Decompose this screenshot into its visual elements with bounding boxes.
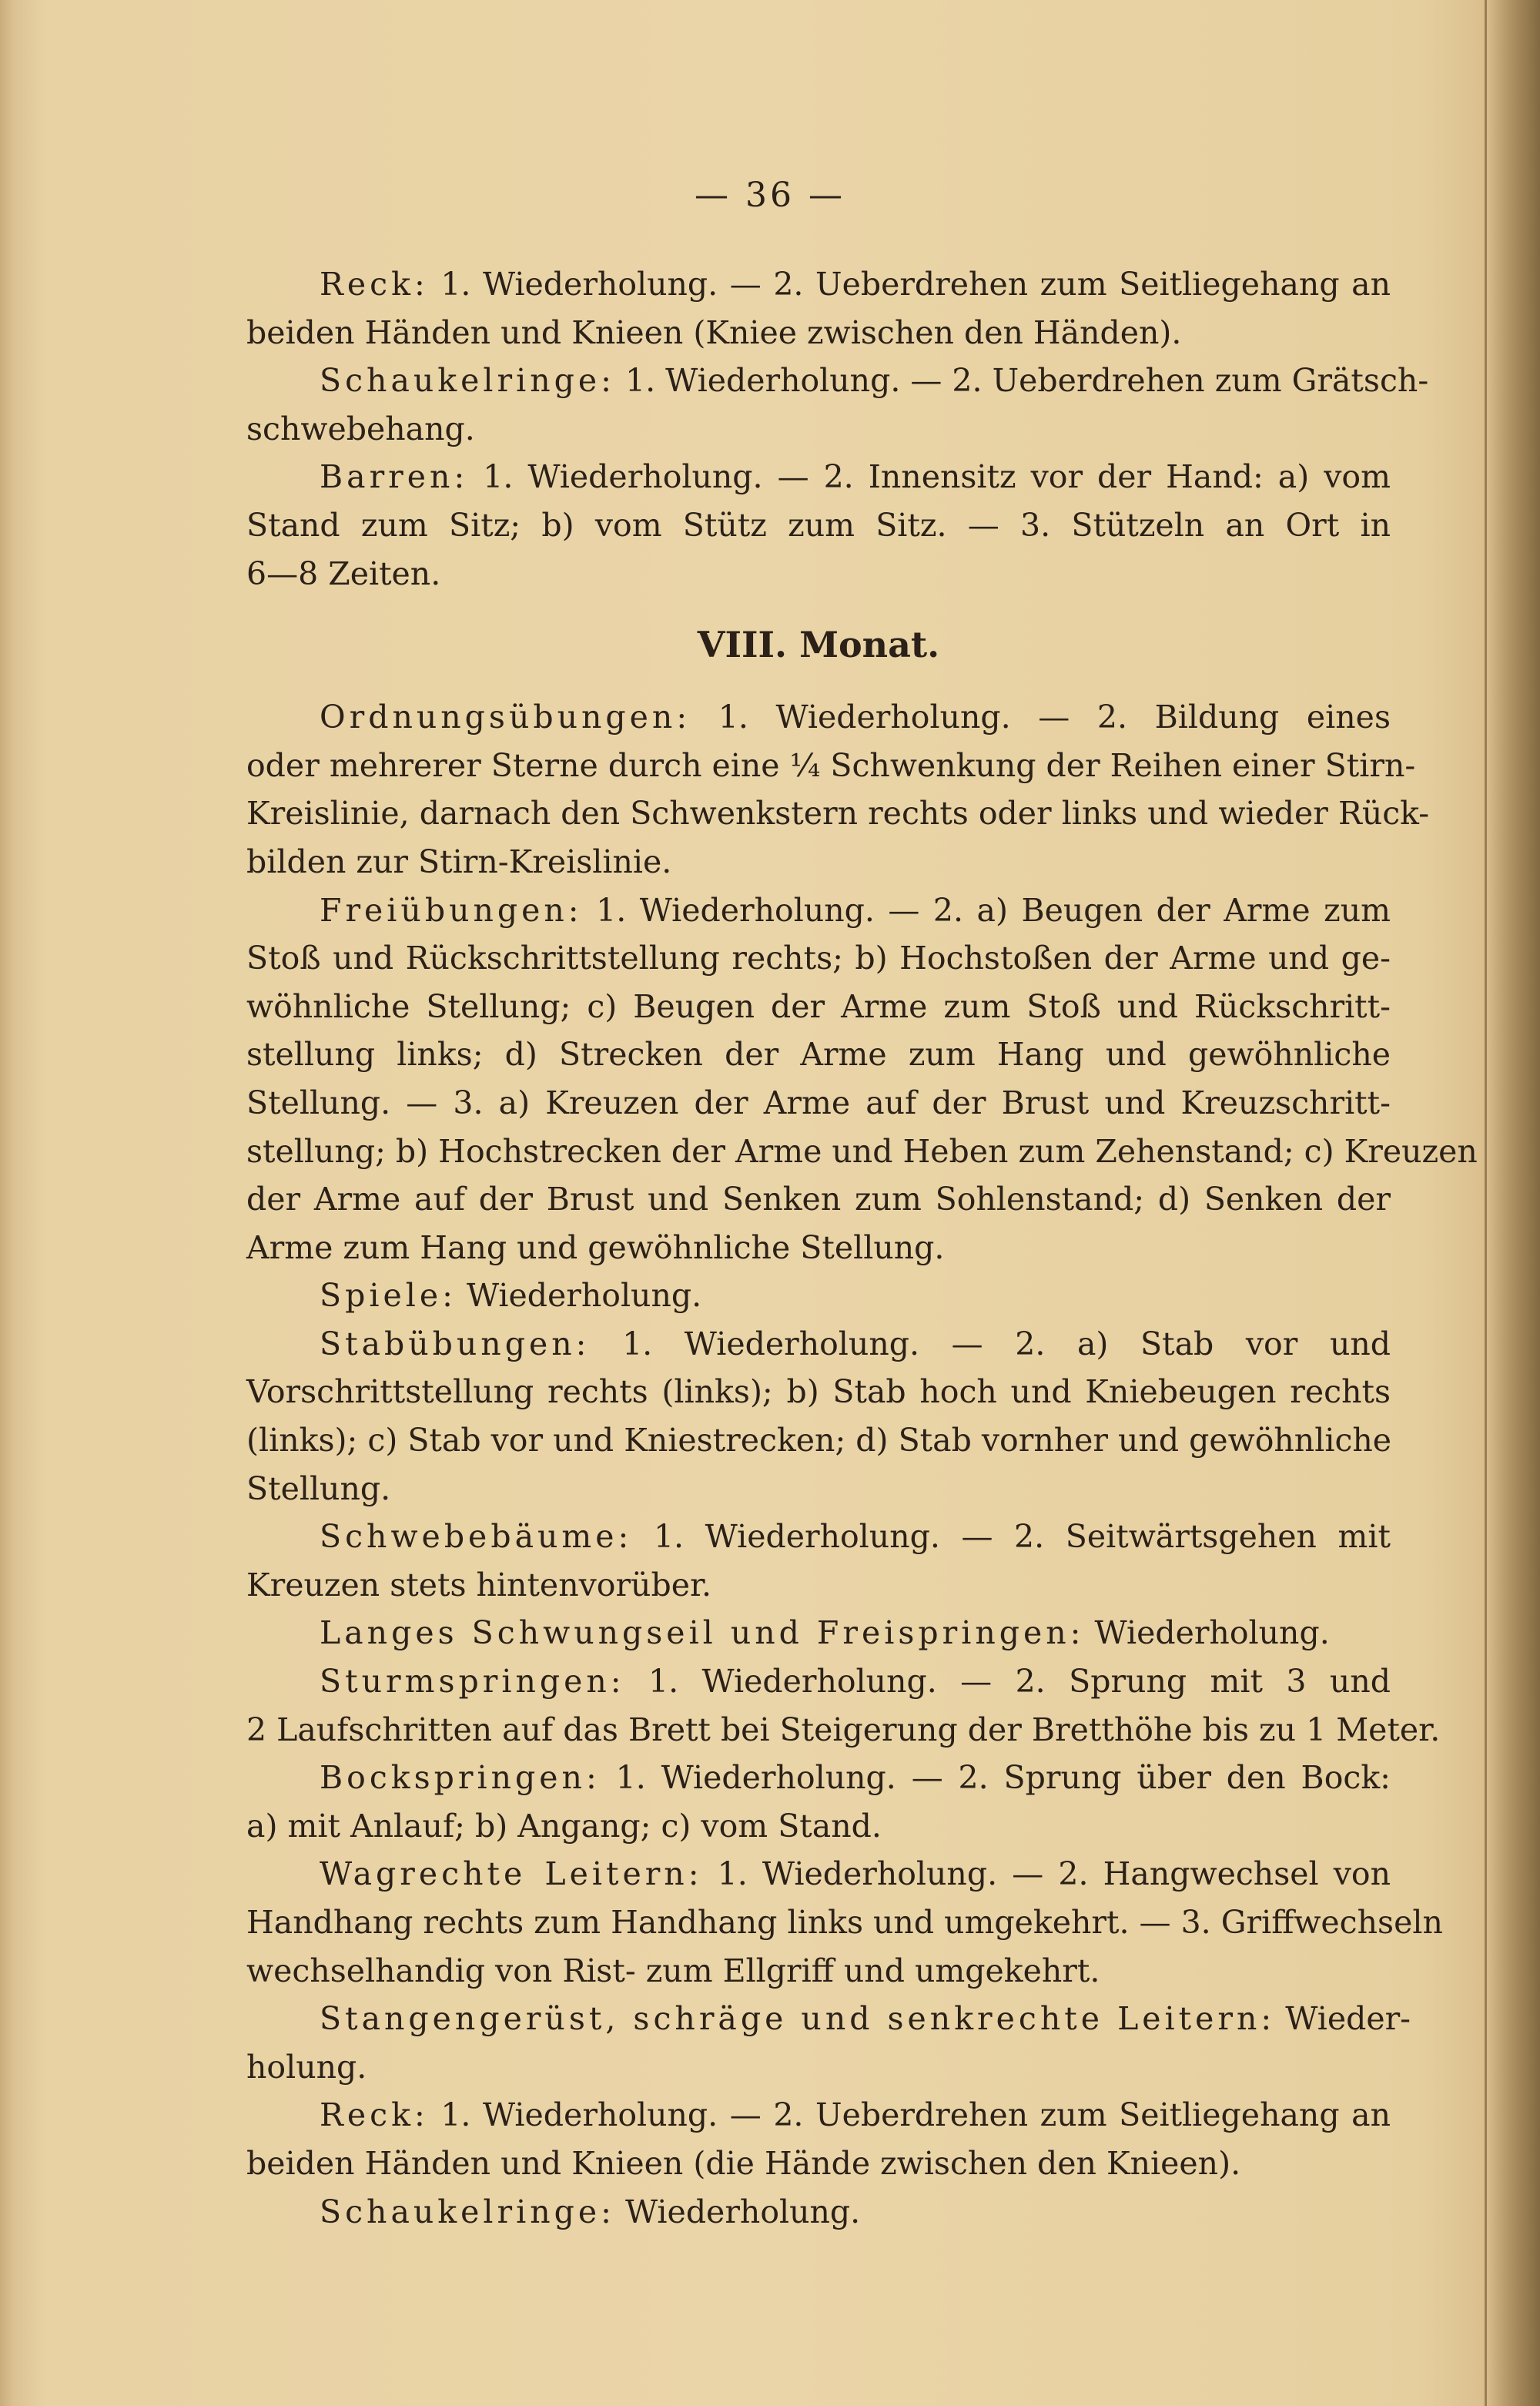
line-text: Kreislinie, darnach den Schwenkstern rechts oder links und wieder Rück- xyxy=(246,795,1430,833)
text-line xyxy=(246,934,1391,983)
text-line xyxy=(246,1030,1391,1079)
line-text: Wiederholung. xyxy=(1094,1614,1330,1652)
exercise-label: Schaukelringe: xyxy=(320,2193,615,2230)
line-text: Arme zum Hang und gewöhnliche Stellung. xyxy=(246,1228,945,1266)
text-line xyxy=(246,1850,1391,1898)
text-line xyxy=(246,1802,1391,1851)
exercise-paragraph xyxy=(246,1657,1441,1754)
line-text: 2 Laufschritten auf das Brett bei Steigerung der Bretthöhe bis zu 1 Meter. xyxy=(246,1711,1441,1748)
text-line xyxy=(246,1416,1391,1465)
line-text: 1. Wiederholung. — 2. a) Beugen der Arme zum xyxy=(596,891,1391,929)
line-text: stellung; b) Hochstrecken der Arme und Heben zum Zehenstand; c) Kreuzen xyxy=(246,1132,1478,1170)
exercise-paragraph xyxy=(246,1850,1443,1995)
line-text: beiden Händen und Knieen (die Hände zwischen den Knieen). xyxy=(246,2144,1241,2182)
exercise-paragraph xyxy=(246,1995,1411,2091)
line-text: 1. Wiederholung. — 2. Hangwechsel von xyxy=(717,1855,1391,1893)
line-text: 1. Wiederholung. — 2. a) Stab vor und xyxy=(622,1325,1391,1362)
exercise-label: Schwebebäume: xyxy=(320,1518,633,1556)
binding-edge xyxy=(1485,0,1487,2406)
line-text: wöhnliche Stellung; c) Beugen der Arme zum Stoß und Rückschritt- xyxy=(246,987,1391,1025)
text-line xyxy=(246,1175,1391,1224)
text-line xyxy=(246,1128,1478,1176)
text-line xyxy=(246,1079,1391,1128)
line-text: 6—8 Zeiten. xyxy=(246,555,441,592)
line-text: 1. Wiederholung. — 2. Ueberdrehen zum Seitliegehang an xyxy=(440,266,1391,303)
line-text: 1. Wiederholung. — 2. Ueberdrehen zum Seitliegehang an xyxy=(440,2096,1391,2134)
text-line xyxy=(246,260,1391,309)
line-text: oder mehrerer Sterne durch eine ¼ Schwenkung der Reihen einer Stirn- xyxy=(246,746,1416,784)
exercise-label: Langes Schwungseil und Freispringen: xyxy=(320,1614,1085,1652)
exercise-label: Reck: xyxy=(320,266,429,303)
exercise-label: Bockspringen: xyxy=(320,1759,601,1797)
exercise-paragraph xyxy=(246,1609,1391,1657)
line-text: stellung links; d) Strecken der Arme zum Hang und gewöhnliche xyxy=(246,1036,1391,1074)
line-text: beiden Händen und Knieen (Kniee zwischen den Händen). xyxy=(246,313,1182,351)
exercise-label: Reck: xyxy=(320,2096,429,2134)
exercise-label: Wagrechte Leitern: xyxy=(320,1855,703,1893)
exercise-paragraph xyxy=(246,357,1429,453)
text-line xyxy=(246,2043,1391,2092)
exercise-paragraph xyxy=(246,693,1430,886)
line-text: holung. xyxy=(246,2048,367,2086)
text-line xyxy=(246,886,1391,935)
text-line xyxy=(246,2091,1391,2140)
line-text: Handhang rechts zum Handhang links und umgekehrt. — 3. Griffwechseln xyxy=(246,1904,1443,1941)
exercise-paragraph xyxy=(246,1320,1391,1513)
text-line xyxy=(246,838,1391,886)
text-line xyxy=(246,1706,1441,1754)
line-text: (links); c) Stab vor und Kniestrecken; d) Stab vornher und gewöhnliche xyxy=(246,1422,1392,1459)
text-line xyxy=(246,309,1391,357)
exercise-label: Sturmspringen: xyxy=(320,1663,625,1701)
line-text: Stellung. xyxy=(246,1469,391,1507)
text-line xyxy=(246,405,1391,454)
text-line xyxy=(246,693,1391,742)
line-text: 1. Wiederholung. — 2. Sprung über den Bock: xyxy=(615,1759,1391,1797)
text-line xyxy=(246,453,1391,501)
page-edge-shadow xyxy=(1486,0,1540,2406)
text-line xyxy=(246,1368,1391,1416)
exercise-paragraph xyxy=(246,2188,1391,2237)
text-line xyxy=(246,1609,1391,1657)
text-line xyxy=(246,2188,1391,2237)
exercise-paragraph xyxy=(246,260,1391,357)
exercise-paragraph xyxy=(246,453,1391,598)
text-line xyxy=(246,1657,1391,1706)
exercise-label: Barren: xyxy=(320,458,469,496)
line-text: 1. Wiederholung. — 2. Ueberdrehen zum Grätsch- xyxy=(625,362,1429,400)
line-text: bilden zur Stirn-Kreislinie. xyxy=(246,843,672,880)
text-line xyxy=(246,1898,1443,1947)
line-text: schwebehang. xyxy=(246,410,475,447)
line-text: 1. Wiederholung. — 2. Bildung eines xyxy=(718,699,1391,736)
text-line xyxy=(246,1320,1391,1369)
line-text: Wieder- xyxy=(1285,2000,1411,2038)
text-line xyxy=(246,1754,1391,1802)
text-line xyxy=(246,2140,1391,2188)
line-text: Kreuzen stets hintenvorüber. xyxy=(246,1566,712,1603)
line-text: wechselhandig von Rist- zum Ellgriff und umgekehrt. xyxy=(246,1952,1100,1989)
line-text: a) mit Anlauf; b) Angang; c) vom Stand. xyxy=(246,1807,882,1845)
text-line xyxy=(246,1465,1391,1513)
text-line xyxy=(246,1947,1391,1996)
page-body xyxy=(246,260,1478,2236)
text-line xyxy=(246,1561,1391,1610)
text-line xyxy=(246,357,1429,405)
text-line xyxy=(246,1272,1391,1320)
page-number: — 36 — xyxy=(695,176,845,215)
line-text: 1. Wiederholung. — 2. Innensitz vor der Hand: a) vom xyxy=(483,458,1391,496)
text-line xyxy=(246,501,1391,550)
line-text: Wiederholung. xyxy=(466,1277,702,1315)
exercise-paragraph xyxy=(246,1754,1391,1850)
text-line xyxy=(246,983,1391,1031)
text-line xyxy=(246,789,1430,838)
text-line xyxy=(246,1513,1391,1561)
text-line xyxy=(246,550,1391,598)
exercise-label: Spiele: xyxy=(320,1277,457,1315)
line-text: 1. Wiederholung. — 2. Seitwärtsgehen mit xyxy=(653,1518,1391,1556)
exercise-label: Freiübungen: xyxy=(320,891,583,929)
line-text: Stellung. — 3. a) Kreuzen der Arme auf der Brust und Kreuzschritt- xyxy=(246,1084,1391,1121)
text-line xyxy=(246,1995,1411,2043)
text-line xyxy=(246,1224,1391,1272)
line-text: 1. Wiederholung. — 2. Sprung mit 3 und xyxy=(648,1663,1391,1701)
line-text: Stand zum Sitz; b) vom Stütz zum Sitz. — 3. Stützeln an Ort in xyxy=(246,506,1391,544)
exercise-paragraph xyxy=(246,1272,1391,1320)
exercise-label: Stangengerüst, schräge und senkrechte Leitern: xyxy=(320,2000,1276,2038)
exercise-label: Schaukelringe: xyxy=(320,362,615,400)
section-heading: VIII. Monat. xyxy=(697,624,940,666)
exercise-paragraph xyxy=(246,1513,1391,1609)
line-text: Vorschrittstellung rechts (links); b) Stab hoch und Kniebeugen rechts xyxy=(246,1373,1391,1411)
exercise-paragraph xyxy=(246,2091,1391,2187)
exercise-paragraph xyxy=(246,886,1478,1272)
line-text: Wiederholung. xyxy=(625,2193,861,2230)
line-text: Stoß und Rückschrittstellung rechts; b) Hochstoßen der Arme und ge- xyxy=(246,940,1391,977)
exercise-label: Stabübungen: xyxy=(320,1325,591,1362)
exercise-label: Ordnungsübungen: xyxy=(320,699,691,736)
text-line xyxy=(246,742,1416,790)
line-text: der Arme auf der Brust und Senken zum Sohlenstand; d) Senken der xyxy=(246,1181,1391,1218)
